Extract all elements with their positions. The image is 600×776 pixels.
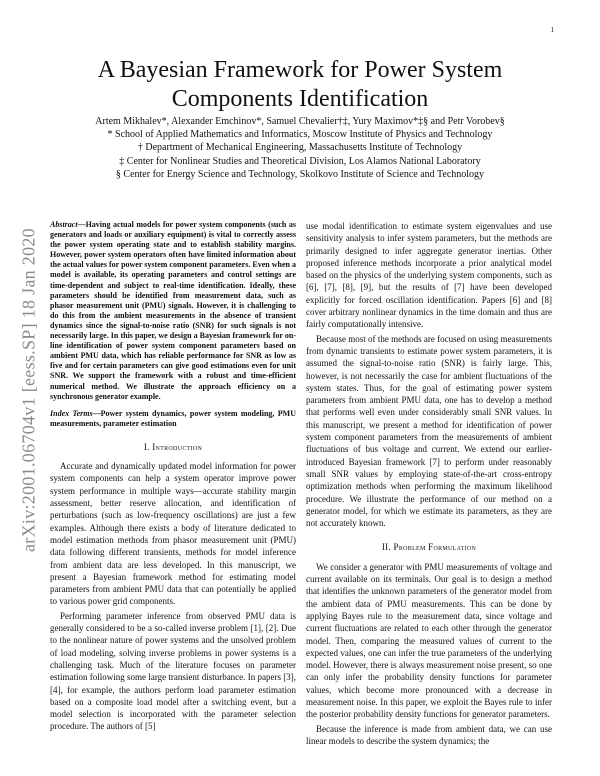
section-heading-introduction: I. Introduction bbox=[143, 441, 203, 452]
left-column bbox=[50, 220, 296, 735]
paragraph: Performing parameter inference from observed PMU data is generally considered to be a so-called inverse problem [1], [2]. Due to the nonlinear nature of power systems and the unsolved problem of load modeling, solving inverse problems in power systems is a challenging task. Much of the literature focuses on parameter estimation following some large transient disturbance. In papers [3], [4], for example, the authors perform load parameter estimation based on a composite load model after a switching event, but a model selection is incorporated with the parameter selection procedure. The authors of [5] bbox=[50, 610, 296, 732]
index-terms-text: —Power system dynamics, power system modeling, PMU measurements, parameter estimation bbox=[50, 408, 296, 428]
affiliation: ‡ Center for Nonlinear Studies and Theoretical Division, Los Alamos National Laboratory bbox=[119, 155, 481, 167]
paragraph: Accurate and dynamically updated model information for power system components can help a system operator improve power system performance in multiple ways—accurate stability margin assessment, better reserve allocation, and identification of perturbations (such as low-frequency oscillations) are just a few examples. Although there exists a body of literature dedicated to model estimation methods from phasor measurement unit (PMU) data following different transients, methods for model inference from ambient data are less developed. In this manuscript, we present a Bayesian framework method for estimating model parameters from ambient PMU data that can potentially be applied to various power grid components. bbox=[50, 461, 296, 607]
affiliation: * School of Applied Mathematics and Informatics, Moscow Institute of Physics and Technology bbox=[107, 129, 493, 140]
index-terms-label: Index Terms bbox=[50, 408, 93, 418]
paragraph: Because most of the methods are focused on using measurements from dynamic transients to estimate power system parameters, it is assumed the signal-to-noise ratio (SNR) is fairly large. This, however, is not necessarily the case for ambient fluctuations of the system states. Thus, for the goal of estimating power system parameters from ambient PMU data, one has to develop a method that performs well even under considerably small SNR values. In this manuscript, we present a method for identification of power system component parameters from the measurements of ambient fluctuations of bus voltage and current. We extend our earlier-introduced Bayesian framework [7] to perform under reasonably small SNR values by employing state-of-the-art cross-entropy optimization methods when performing the maximum likelihood procedure. We illustrate the performance of our method on a generator model, for which we estimate its parameters, as they are not accurately known. bbox=[306, 333, 552, 529]
arxiv-stamp bbox=[14, 210, 44, 570]
affiliations bbox=[50, 128, 550, 182]
paragraph: use modal identification to estimate system eigenvalues and use sensitivity analysis to infer system parameters, but the methods are primarily designed to infer aggregate generator inertias. Other proposed inference methods incorporate a prior analytical model based on the physics of the underlying system components, such as [6], [7], [8], [9], but the results of [7] have been developed explicitly for forced oscillation identification. Papers [6] and [8] cover arbitrary nonlinear dynamics in the time domain and thus are fairly computationally intensive. bbox=[306, 221, 552, 330]
affiliation: § Center for Energy Science and Technology, Skolkovo Institute of Science and Technology bbox=[115, 169, 485, 181]
paper-title-line-2: Components Identification bbox=[171, 86, 429, 112]
paragraph: Because the inference is made from ambient data, we can use linear models to describe the system dynamics; the bbox=[306, 723, 552, 746]
affiliation: † Department of Mechanical Engineering, Massachusetts Institute of Technology bbox=[137, 142, 463, 154]
index-terms bbox=[50, 409, 296, 429]
abstract-text: Having actual models for power system components (such as generators and loads or auxiliary equipment) is vital to correctly assess the power system operating state and to establish stability margins. However, power system operators often have limited information about the actual values for power system component parameters. Even when a model is available, its operating parameters and control settings are time-dependent and subject to real-time identification. Ideally, these parameters should be identified from measurement data, such as phasor measurement unit (PMU) signals. However, it is challenging to do this from the ambient measurements in the absence of transient dynamics since the signal-to-noise ratio (SNR) for such signals is not necessarily large. In this paper, we design a Bayesian framework for on-line identification of power system component parameters based on ambient PMU data, which has reliable performance for SNR as low as five and for certain parameters can give good estimations even for unit SNR. We support the framework with a robust and time-efficient numerical method. We illustrate the approach efficiency on a synchronous generator example. bbox=[50, 220, 296, 401]
page-number: 1 bbox=[550, 26, 554, 34]
paragraph: We consider a generator with PMU measurements of voltage and current available on its terminals. Our goal is to design a method that identifies the unknown parameters of the generator model from the ambient data of PMU measurements. This can be done by applying Bayes rule to the measurement data, since voltage and current fluctuations are related to each other through the generator model. Then, comparing the measured values of current to the expected values, one can infer the true parameters of the underlying model. However, there is always measurement noise present, so one can only infer the probability density functions for parameter values, which become more pronounced with a decrease in measurement noise. In this paper, we exploit the Bayes rule to infer the posterior probability density functions for generator parameters. bbox=[306, 561, 552, 720]
paper-title-line-1: A Bayesian Framework for Power System bbox=[97, 57, 503, 83]
author-list: Artem Mikhalev*, Alexander Emchinov*, Samuel Chevalier†‡, Yury Maximov*‡§ and Petr Vorobev§ bbox=[95, 116, 505, 127]
arxiv-stamp-text: arXiv:2001.06704v1 [eess.SP] 18 Jan 2020 bbox=[18, 228, 39, 552]
right-column bbox=[306, 220, 552, 749]
section-heading-problem-formulation: II. Problem Formulation bbox=[381, 542, 477, 553]
abstract-label: Abstract— bbox=[50, 220, 86, 229]
abstract bbox=[50, 220, 296, 402]
